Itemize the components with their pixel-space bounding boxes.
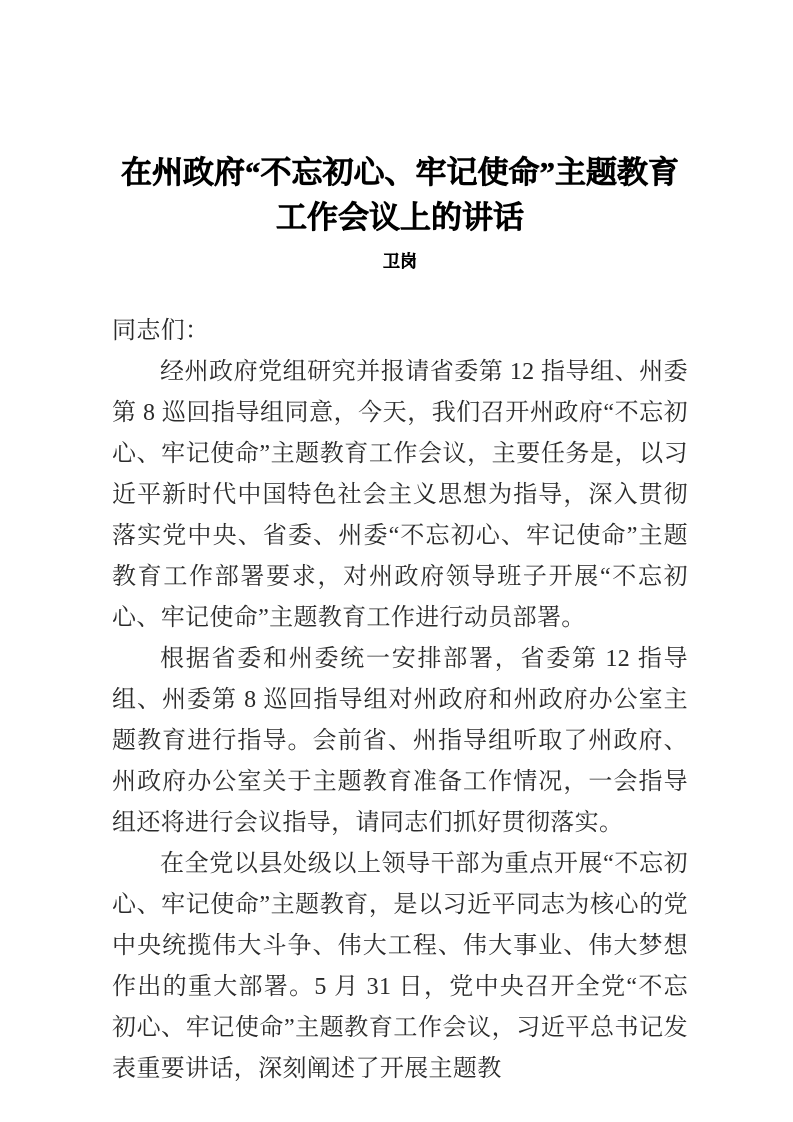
page-title <box>112 0 688 240</box>
document-author: 卫岗 <box>383 252 417 271</box>
title-line-1: 在州政府“不忘初心、牢记使命”主题教育 <box>121 155 679 190</box>
document-body <box>112 275 688 1090</box>
body-paragraph-3: 在全党以县处级以上领导干部为重点开展“不忘初心、牢记使命”主题教育，是以习近平同志为核心的党中央统揽伟大斗争、伟大工程、伟大事业、伟大梦想作出的重大部署。5 月 31 日，党中央召开全党“不忘初心、牢记使命”主题教育工作会议，习近平总书记发表重要讲话，深刻阐述了开展主题教 <box>112 851 688 1082</box>
title-line-2: 工作会议上的讲话 <box>276 200 524 235</box>
document-content <box>112 0 688 1090</box>
body-paragraph-2: 根据省委和州委统一安排部署，省委第 12 指导组、州委第 8 巡回指导组对州政府和州政府办公室主题教育进行指导。会前省、州指导组听取了州政府、州政府办公室关于主题教育准备工作情况，一会指导组还将进行会议指导，请同志们抓好贯彻落实。 <box>112 646 688 836</box>
body-paragraph-1: 经州政府党组研究并报请省委第 12 指导组、州委第 8 巡回指导组同意，今天，我们召开州政府“不忘初心、牢记使命”主题教育工作会议，主要任务是，以习近平新时代中国特色社会主义思想为指导，深入贯彻落实党中央、省委、州委“不忘初心、牢记使命”主题教育工作部署要求，对州政府领导班子开展“不忘初心、牢记使命”主题教育工作进行动员部署。 <box>112 359 688 631</box>
salutation: 同志们： <box>112 318 210 344</box>
